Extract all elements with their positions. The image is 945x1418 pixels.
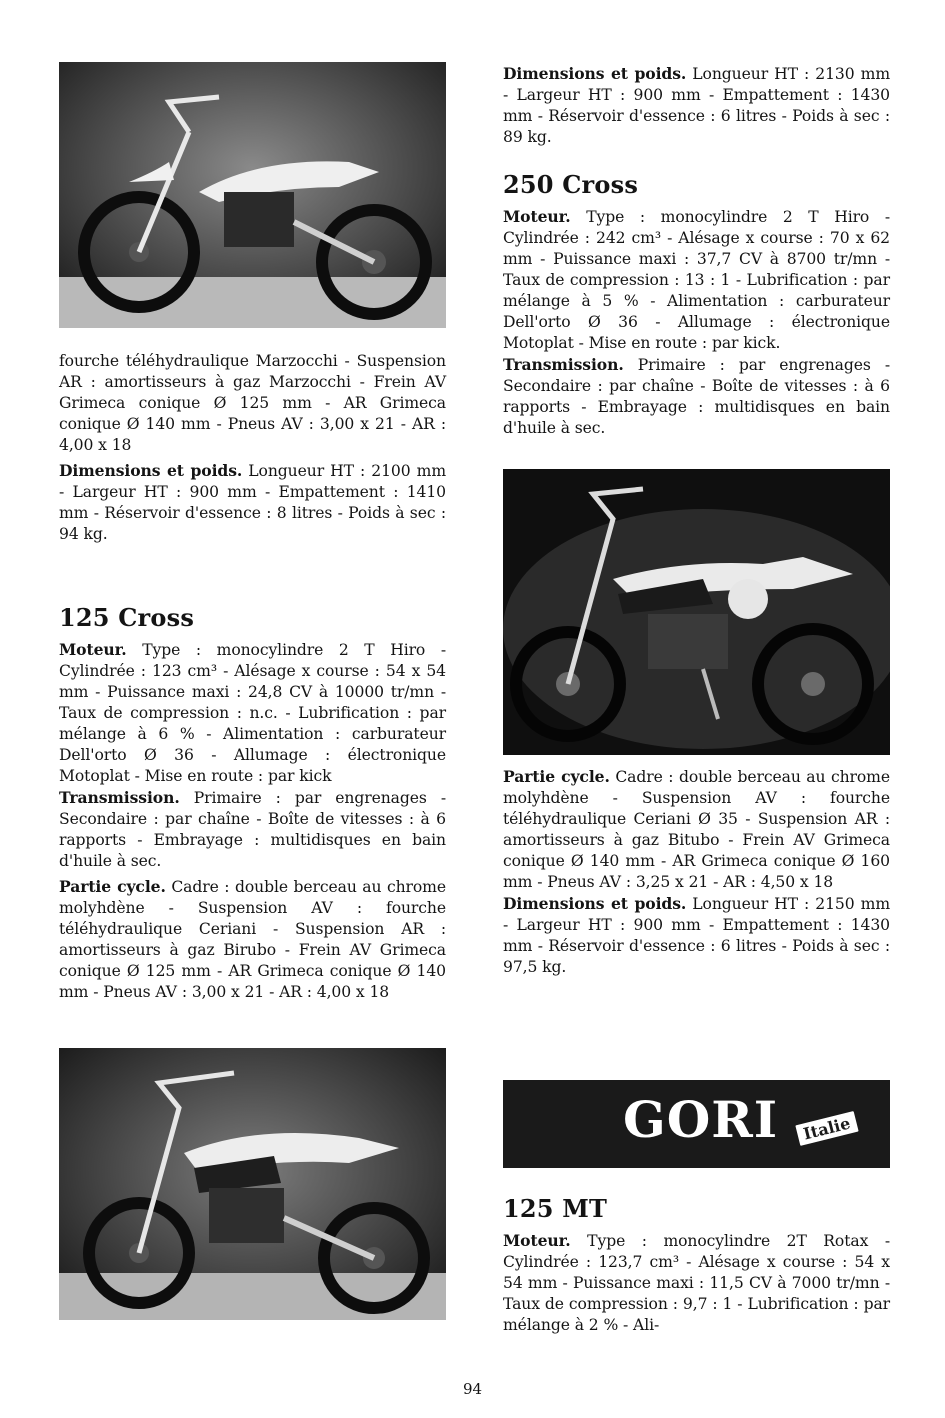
moteur-label: Moteur. — [503, 207, 571, 226]
moteur-label: Moteur. — [59, 640, 127, 659]
partie-cycle-paragraph — [59, 876, 446, 1003]
motorcycle-photo-2 — [503, 469, 890, 755]
partie-cycle-text: Cadre : double berceau au chrome molyhdène - Suspension AV : fourche téléhydraulique Ceriani Ø 35 - Suspension AR : amortisseurs à gaz Bitubo - Frein AV Grimeca conique Ø 140 mm - AR Grimeca conique Ø 160 mm - Pneus AV : 3,25 x 21 - AR : 4,50 x 18 — [503, 768, 890, 891]
moteur-text: Type : monocylindre 2T Rotax - Cylindrée : 123,7 cm³ - Alésage x course : 54 x 54 mm - Puissance maxi : 11,5 CV à 7000 tr/mn - Taux de compression : 9,7 : 1 - Lubrification : par mélange à 2 % - Ali- — [503, 1232, 890, 1334]
moteur-paragraph — [503, 206, 890, 354]
motorcycle-illustration-1 — [59, 62, 446, 328]
partie-cycle-label: Partie cycle. — [503, 767, 610, 786]
brand-name: GORI — [623, 1090, 779, 1149]
page-number: 94 — [462, 1380, 483, 1398]
motorcycle-illustration-3 — [59, 1048, 446, 1320]
section-title-250-cross: 250 Cross — [503, 170, 639, 199]
partie-cycle-label: Partie cycle. — [59, 877, 166, 896]
partie-cycle-text: Cadre : double berceau au chrome molyhdène - Suspension AV : fourche téléhydraulique Ceriani - Suspension AR : amortisseurs à gaz Birubo - Frein AV Grimeca conique Ø 125 mm - AR Grimeca conique Ø 140 mm - Pneus AV : 3,00 x 21 - AR : 4,00 x 18 — [59, 878, 446, 1001]
transmission-label: Transmission. — [59, 788, 180, 807]
transmission-label: Transmission. — [503, 355, 624, 374]
dimensions-paragraph — [503, 63, 890, 148]
transmission-paragraph — [59, 787, 446, 872]
right-column-block-1 — [503, 63, 890, 148]
partie-cycle-paragraph — [503, 766, 890, 893]
right-column-block-3 — [503, 766, 890, 978]
moteur-paragraph — [503, 1230, 890, 1336]
motorcycle-photo-1 — [59, 62, 446, 328]
section-title-125-cross: 125 Cross — [59, 603, 195, 632]
transmission-paragraph — [503, 354, 890, 439]
dimensions-paragraph — [503, 893, 890, 978]
fork-suspension-paragraph: fourche téléhydraulique Marzocchi - Suspension AR : amortisseurs à gaz Marzocchi - Frein AV Grimeca conique Ø 125 mm - AR Grimeca conique Ø 140 mm - Pneus AV : 3,00 x 21 - AR : 4,00 x 18 — [59, 352, 446, 454]
motorcycle-photo-3 — [59, 1048, 446, 1320]
dimensions-label: Dimensions et poids. — [503, 64, 687, 83]
dimensions-label: Dimensions et poids. — [59, 461, 243, 480]
moteur-label: Moteur. — [503, 1231, 571, 1250]
motorcycle-illustration-2 — [503, 469, 890, 755]
section-title-125-mt: 125 MT — [503, 1194, 608, 1223]
left-column-block-1 — [59, 351, 446, 545]
moteur-text: Type : monocylindre 2 T Hiro - Cylindrée : 123 cm³ - Alésage x course : 54 x 54 mm - Puissance maxi : 24,8 CV à 10000 tr/mn - Taux de compression : n.c. - Lubrification : par mélange à 6 % - Alimentation : carburateur Dell'orto Ø 36 - Allumage : électronique Motoplat - Mise en route : par kick — [59, 641, 446, 785]
transmission-text: Primaire : par engrenages - Secondaire : par chaîne - Boîte de vitesses : à 6 rapports - Embrayage : multidisques en bain d'huile à sec. — [503, 356, 890, 437]
brand-banner — [503, 1080, 890, 1168]
right-column-block-2 — [503, 206, 890, 439]
dimensions-paragraph — [59, 460, 446, 545]
right-column-block-4 — [503, 1230, 890, 1336]
moteur-paragraph — [59, 639, 446, 787]
dimensions-text: Longueur HT : 2100 mm - Largeur HT : 900 mm - Empattement : 1410 mm - Réservoir d'essence : 8 litres - Poids à sec : 94 kg. — [59, 462, 447, 543]
dimensions-text: Longueur HT : 2150 mm - Largeur HT : 900 mm - Empattement : 1430 mm - Réservoir d'essence : 6 litres - Poids à sec : 97,5 kg. — [503, 895, 891, 976]
moteur-text: Type : monocylindre 2 T Hiro - Cylindrée : 242 cm³ - Alésage x course : 70 x 62 mm - Puissance maxi : 37,7 CV à 8700 tr/mn - Taux de compression : 13 : 1 - Lubrification : par mélange à 5 % - Alimentation : carburateur Dell'orto Ø 36 - Allumage : électronique Motoplat - Mise en route : par kick. — [503, 208, 890, 352]
country-tag: Italie — [793, 1109, 861, 1149]
dimensions-label: Dimensions et poids. — [503, 894, 687, 913]
transmission-text: Primaire : par engrenages - Secondaire : par chaîne - Boîte de vitesses : à 6 rapports - Embrayage : multidisques en bain d'huile à sec. — [59, 789, 446, 870]
dimensions-text: Longueur HT : 2130 mm - Largeur HT : 900 mm - Empattement : 1430 mm - Réservoir d'essence : 6 litres - Poids à sec : 89 kg. — [503, 65, 891, 146]
left-column-block-2 — [59, 639, 446, 1003]
